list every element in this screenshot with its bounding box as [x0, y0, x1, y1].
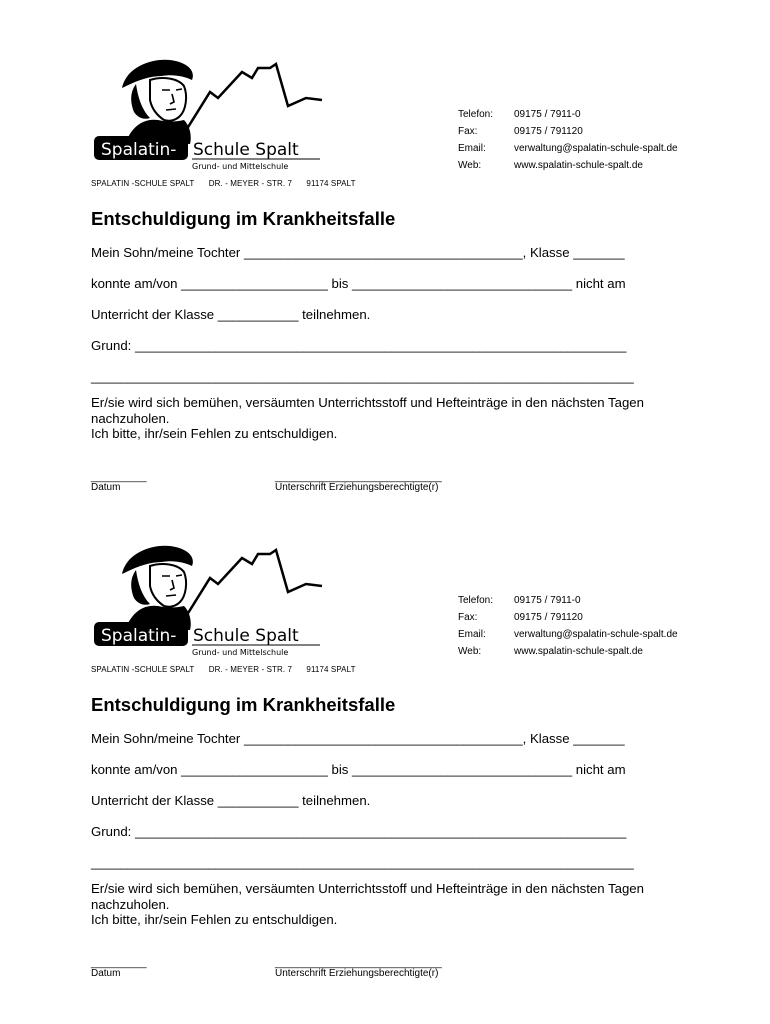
school-logo	[92, 540, 332, 658]
form-paragraph	[91, 881, 691, 928]
school-name-part1: Spalatin-	[101, 626, 177, 646]
date-signature-field	[91, 473, 147, 493]
school-name-part2: Schule Spalt	[193, 626, 299, 646]
contact-label: Fax:	[458, 612, 478, 623]
form-line-dates: konnte am/von ____________________ bis ______________________________ nicht am	[91, 762, 626, 777]
form-line-reason: Grund: ___________________________________________________________________	[91, 824, 627, 839]
excuse-form-1	[0, 50, 770, 536]
school-subtitle: Grund- und Mittelschule	[192, 648, 289, 657]
contact-label: Telefon:	[458, 109, 494, 120]
contact-row-phone	[458, 106, 678, 123]
paragraph-text: Ich bitte, ihr/sein Fehlen zu entschuldigen.	[91, 912, 338, 927]
contact-value: www.spalatin-schule-spalt.de	[514, 646, 643, 657]
address-city: 91174 SPALT	[306, 179, 356, 188]
date-label: Datum	[91, 482, 121, 493]
contact-value: www.spalatin-schule-spalt.de	[514, 160, 643, 171]
date-blank: __________	[91, 958, 147, 969]
contact-row-email	[458, 140, 678, 157]
contact-label: Web:	[458, 646, 482, 657]
form-title: Entschuldigung im Krankheitsfalle	[91, 694, 396, 715]
form-line-reason-continued: __________________________________________________________________________	[91, 369, 634, 384]
contact-row-web	[458, 157, 678, 174]
address-name: SPALATIN -SCHULE SPALT	[91, 665, 195, 674]
school-name-part2: Schule Spalt	[193, 140, 299, 160]
school-logo-graphic	[92, 54, 332, 172]
form-line-class: Unterricht der Klasse ___________ teilnehmen.	[91, 307, 371, 322]
contact-label: Email:	[458, 629, 486, 640]
school-logo	[92, 54, 332, 172]
school-address	[91, 179, 368, 188]
contact-label: Fax:	[458, 126, 478, 137]
form-paragraph	[91, 395, 691, 442]
guardian-signature-field	[275, 959, 442, 979]
contact-label: Email:	[458, 143, 486, 154]
contact-row-web	[458, 643, 678, 660]
contact-value: 09175 / 791120	[514, 612, 583, 623]
contact-label: Telefon:	[458, 595, 494, 606]
address-street: DR. - MEYER - STR. 7	[208, 665, 293, 674]
paragraph-text: Er/sie wird sich bemühen, versäumten Unterrichtsstoff und Hefteinträge in den nächsten Tagen nachzuholen.	[91, 881, 644, 912]
contact-row-fax	[458, 609, 678, 626]
school-logo-graphic	[92, 540, 332, 658]
contact-value: verwaltung@spalatin-schule-spalt.de	[514, 143, 678, 154]
contact-value: 09175 / 791120	[514, 126, 583, 137]
contact-row-email	[458, 626, 678, 643]
paragraph-text: Er/sie wird sich bemühen, versäumten Unterrichtsstoff und Hefteinträge in den nächsten Tagen nachzuholen.	[91, 395, 644, 426]
address-city: 91174 SPALT	[306, 665, 356, 674]
school-subtitle: Grund- und Mittelschule	[192, 162, 289, 171]
contact-value: 09175 / 7911-0	[514, 595, 581, 606]
contact-row-fax	[458, 123, 678, 140]
form-line-class: Unterricht der Klasse ___________ teilnehmen.	[91, 793, 371, 808]
contact-label: Web:	[458, 160, 482, 171]
contact-row-phone	[458, 592, 678, 609]
form-line-dates: konnte am/von ____________________ bis ______________________________ nicht am	[91, 276, 626, 291]
signature-blank: ______________________________	[275, 472, 442, 483]
paragraph-text: Ich bitte, ihr/sein Fehlen zu entschuldigen.	[91, 426, 338, 441]
school-address	[91, 665, 368, 674]
signature-label: Unterschrift Erziehungsberechtigte(r)	[275, 968, 439, 979]
form-line-reason: Grund: ___________________________________________________________________	[91, 338, 627, 353]
guardian-signature-field	[275, 473, 442, 493]
date-label: Datum	[91, 968, 121, 979]
form-line-student: Mein Sohn/meine Tochter ______________________________________, Klasse _______	[91, 731, 625, 746]
address-name: SPALATIN -SCHULE SPALT	[91, 179, 195, 188]
contact-value: verwaltung@spalatin-schule-spalt.de	[514, 629, 678, 640]
contact-value: 09175 / 7911-0	[514, 109, 581, 120]
date-blank: __________	[91, 472, 147, 483]
school-name-part1: Spalatin-	[101, 140, 177, 160]
form-line-student: Mein Sohn/meine Tochter ______________________________________, Klasse _______	[91, 245, 625, 260]
form-line-reason-continued: __________________________________________________________________________	[91, 855, 634, 870]
address-street: DR. - MEYER - STR. 7	[208, 179, 293, 188]
signature-label: Unterschrift Erziehungsberechtigte(r)	[275, 482, 439, 493]
date-signature-field	[91, 959, 147, 979]
contact-block	[458, 106, 678, 174]
contact-block	[458, 592, 678, 660]
excuse-form-2	[0, 536, 770, 1022]
form-title: Entschuldigung im Krankheitsfalle	[91, 208, 396, 229]
signature-blank: ______________________________	[275, 958, 442, 969]
